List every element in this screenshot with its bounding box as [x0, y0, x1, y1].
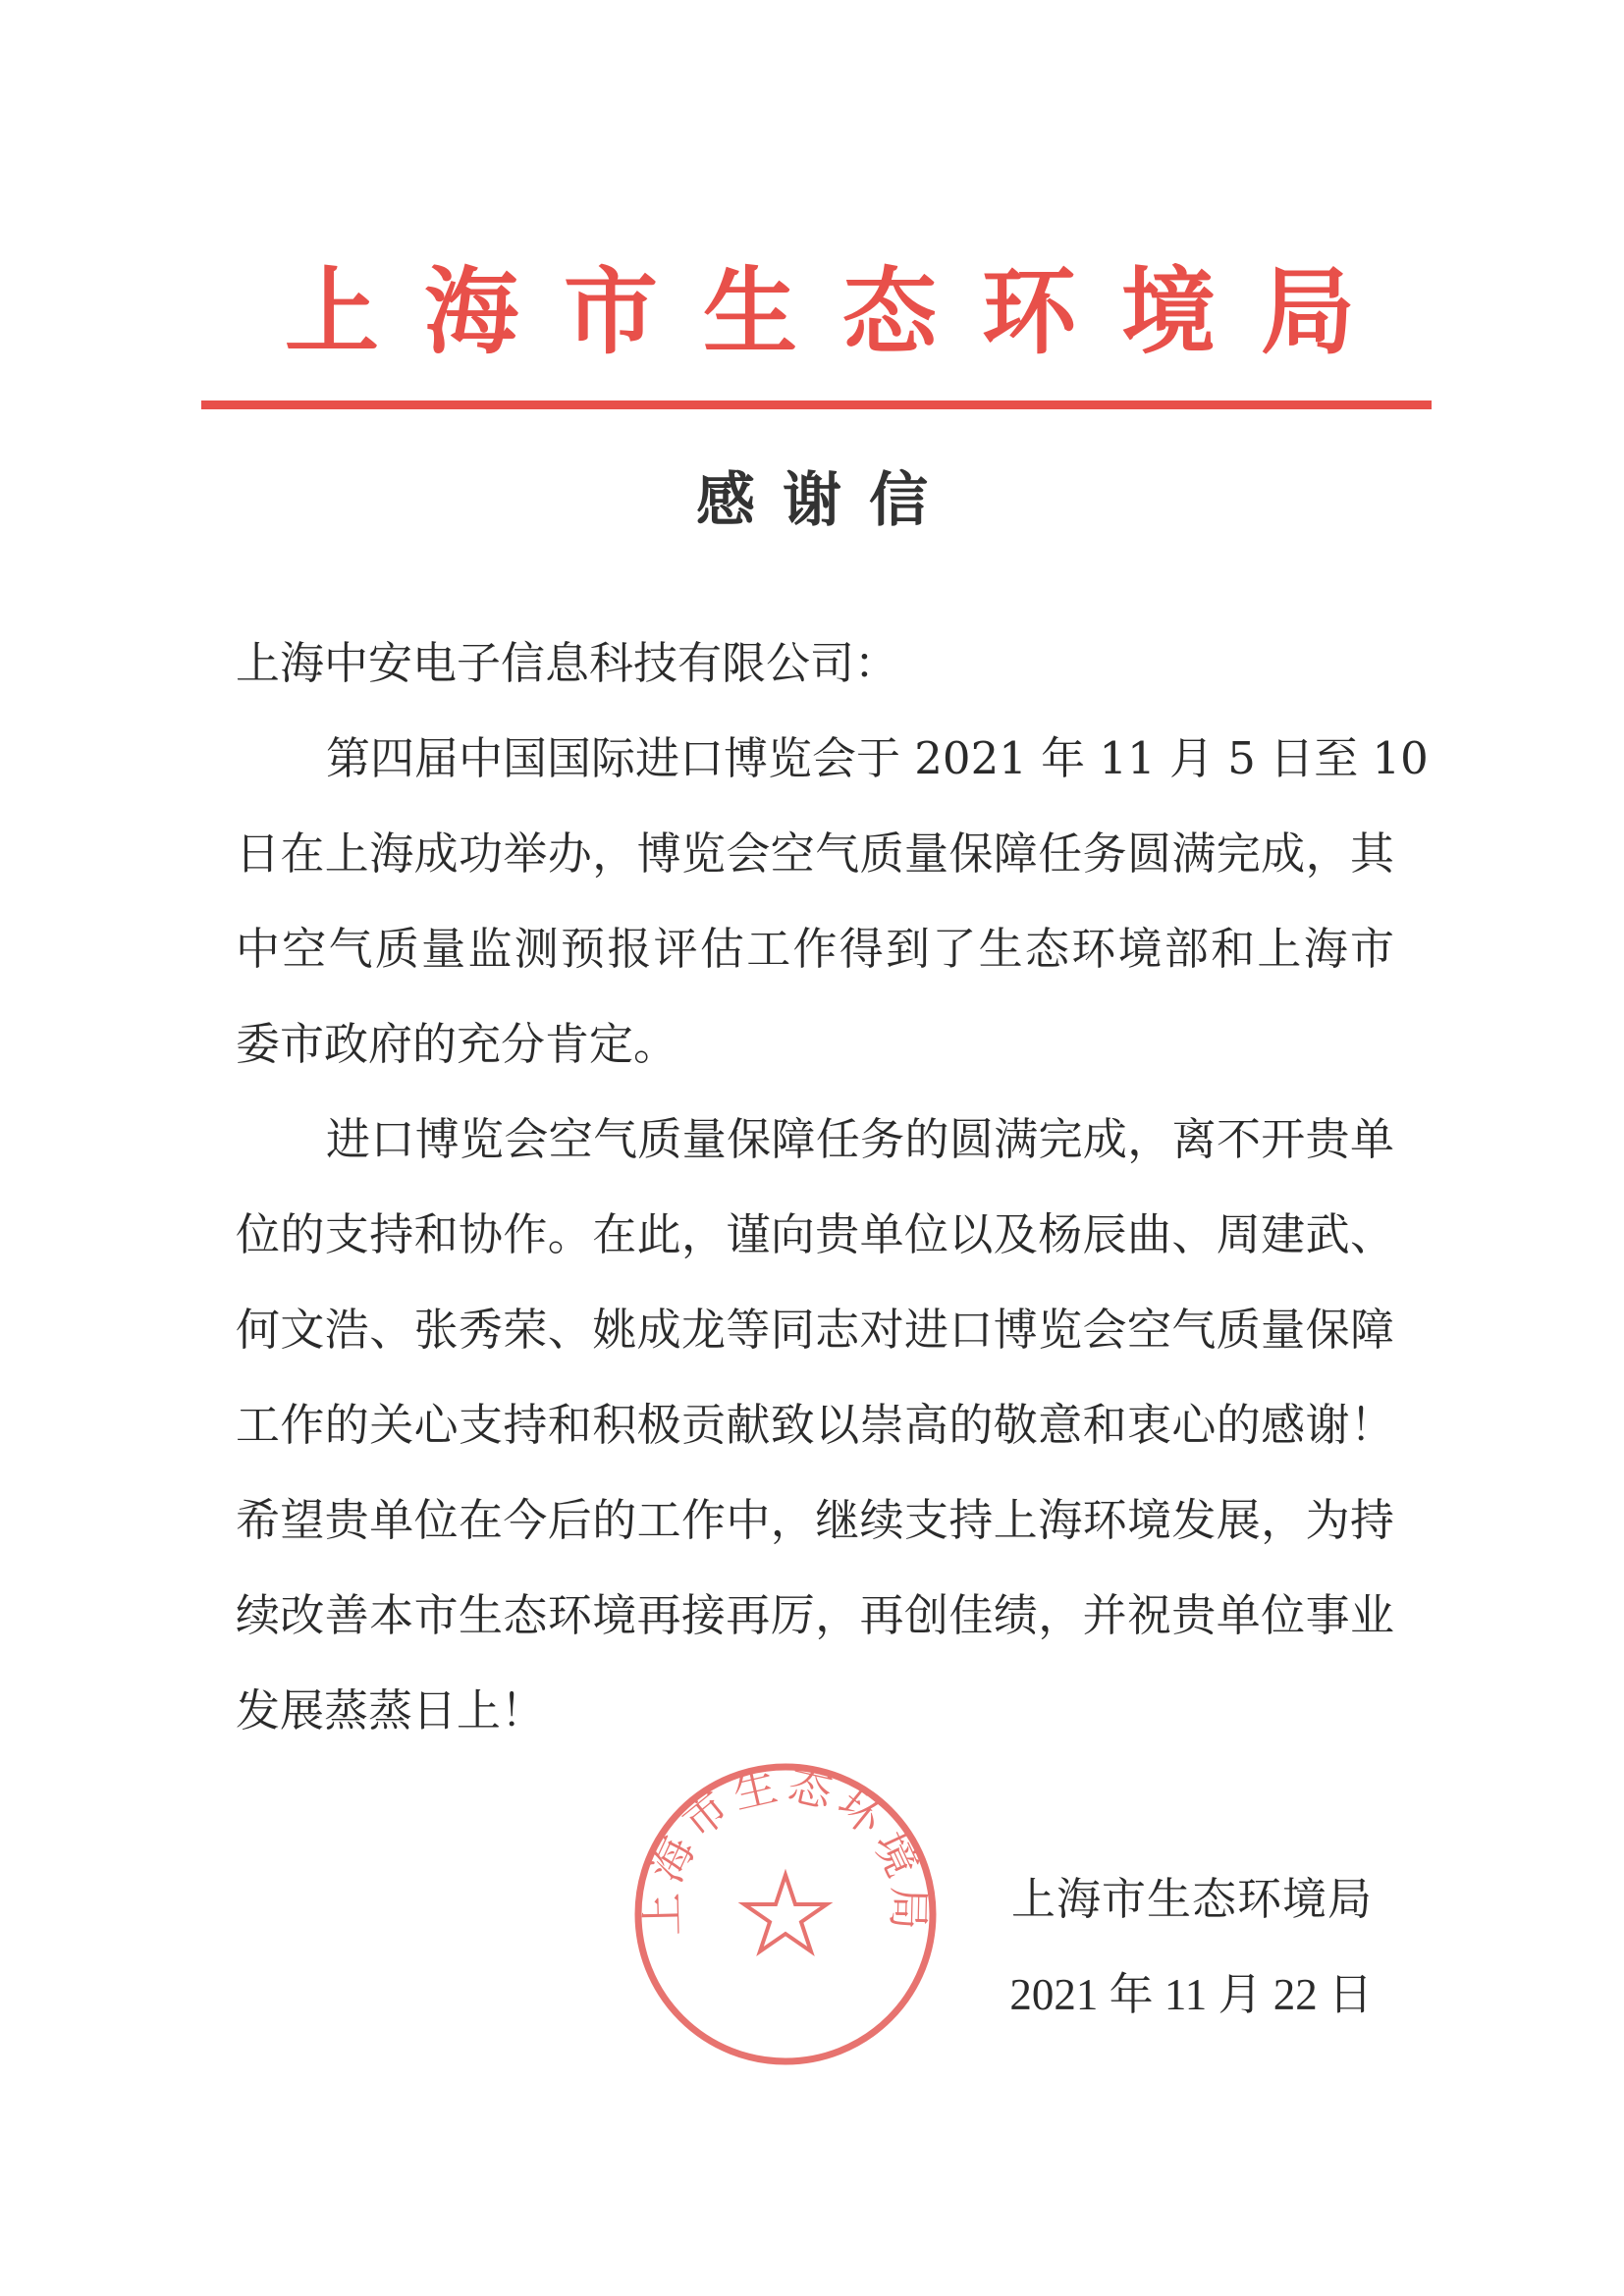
paragraph-line: 中空气质量监测预报评估工作得到了生态环境部和上海市 — [236, 923, 1394, 975]
paragraph-line: 第四届中国国际进口博览会于 2021 年 11 月 5 日至 10 — [326, 732, 1429, 784]
letterhead-char: 上 — [285, 256, 379, 367]
letterhead-char: 环 — [982, 256, 1076, 367]
letterhead-char: 态 — [842, 256, 937, 367]
paragraph-line: 位的支持和协作。在此，谨向贵单位以及杨辰曲、周建武、 — [236, 1208, 1394, 1260]
paragraph-line: 续改善本市生态环境再接再厉，再创佳绩，并祝贵单位事业 — [236, 1589, 1394, 1641]
official-seal — [628, 1757, 943, 2071]
letterhead-char: 海 — [424, 256, 518, 367]
salutation: 上海中安电子信息科技有限公司： — [236, 637, 899, 689]
letterhead-char: 生 — [703, 256, 797, 367]
paragraph-line: 进口博览会空气质量保障任务的圆满完成，离不开贵单 — [326, 1113, 1394, 1165]
signature-organization: 上海市生态环境局 — [1010, 1873, 1373, 1925]
svg-text:上海市生态环境局: 上海市生态环境局 — [637, 1759, 934, 1937]
letterhead-organization — [285, 256, 1355, 367]
paragraph-line: 工作的关心支持和积极贡献致以崇高的敬意和衷心的感谢！ — [236, 1399, 1394, 1451]
letterhead-char: 市 — [564, 256, 658, 367]
paragraph-line: 何文浩、张秀荣、姚成龙等同志对进口博览会空气质量保障 — [236, 1304, 1394, 1356]
paragraph-line: 日在上海成功举办，博览会空气质量保障任务圆满完成，其 — [236, 828, 1394, 880]
letter-body — [236, 634, 1429, 1777]
paragraph-line: 发展蒸蒸日上！ — [236, 1684, 546, 1736]
signature-date: 2021 年 11 月 22 日 — [1009, 1970, 1373, 2019]
letter-title: 感谢信 — [696, 466, 955, 535]
letterhead-char: 局 — [1261, 256, 1355, 367]
letterhead-divider — [201, 400, 1432, 409]
paragraph-line: 希望贵单位在今后的工作中，继续支持上海环境发展，为持 — [236, 1494, 1394, 1546]
paragraph-line: 委市政府的充分肯定。 — [236, 1018, 678, 1070]
letterhead-char: 境 — [1121, 256, 1216, 367]
